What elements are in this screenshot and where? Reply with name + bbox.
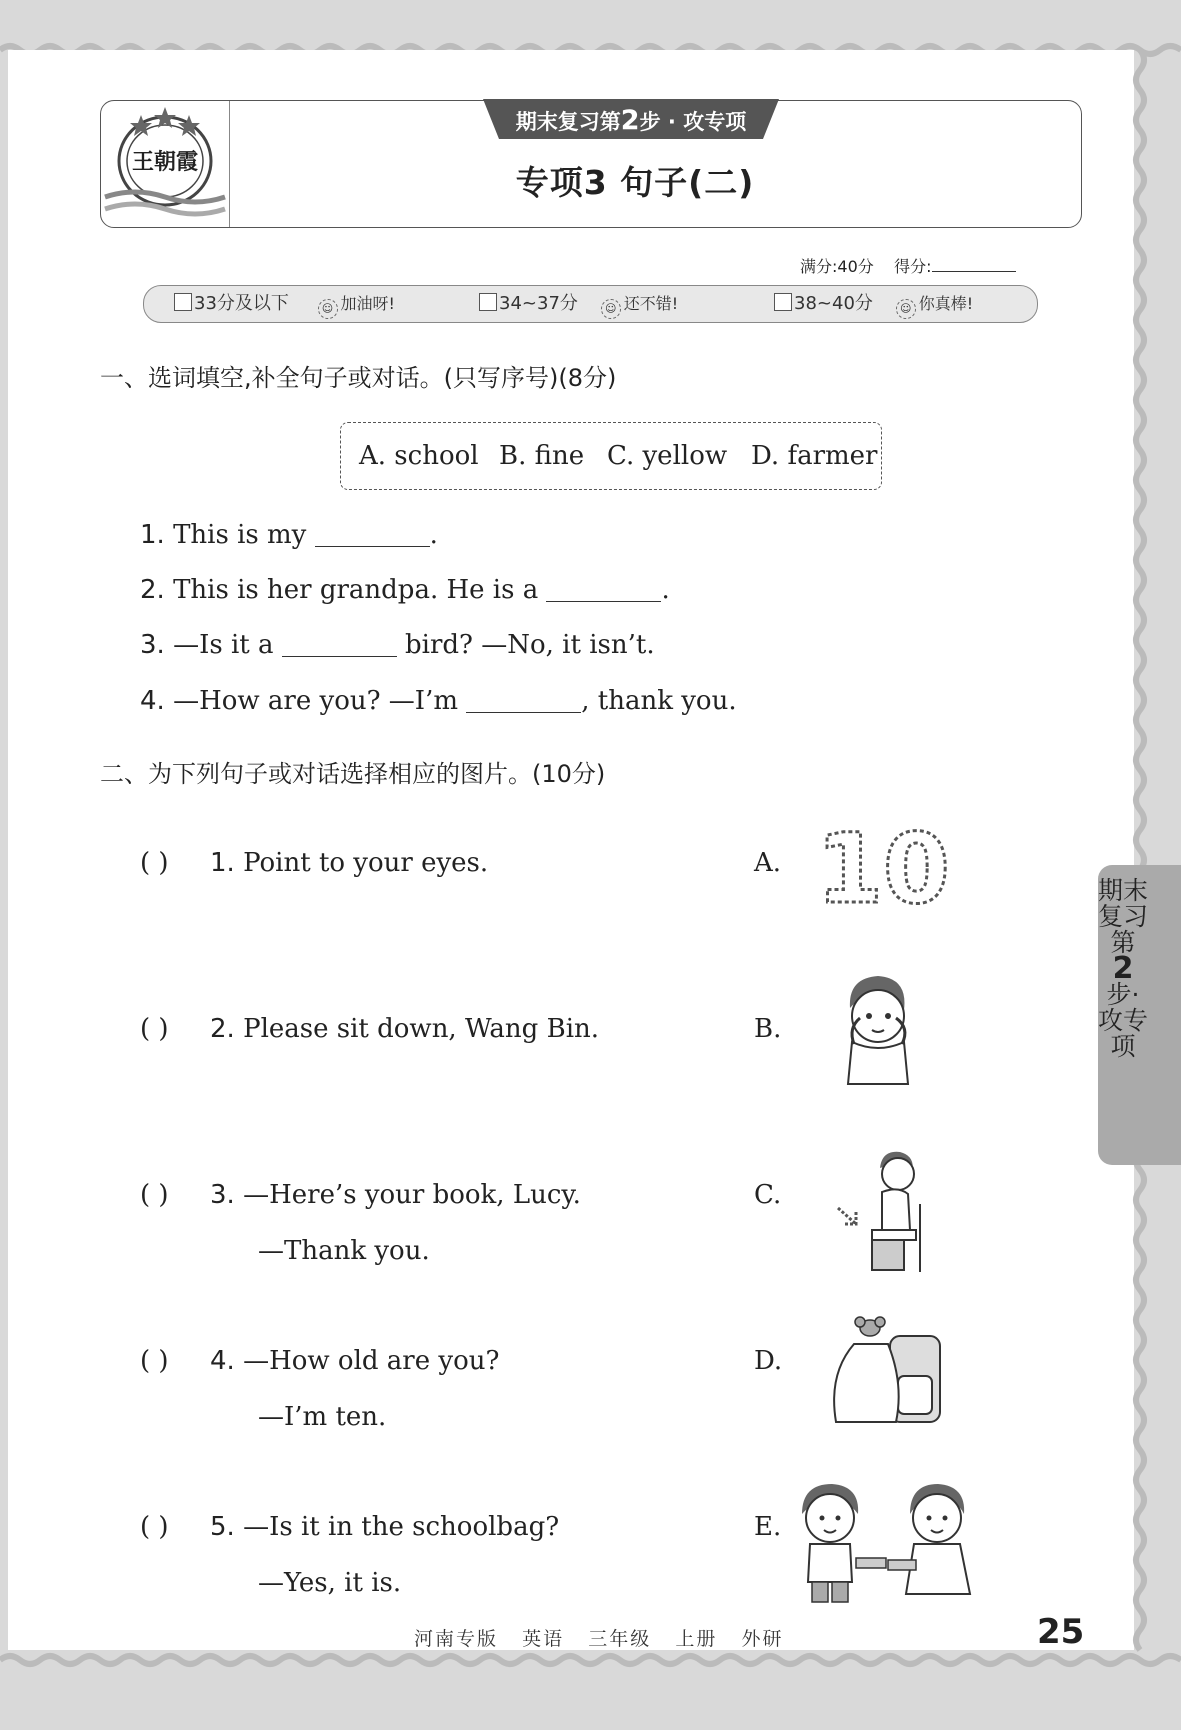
option-label-e: E. — [754, 1512, 782, 1542]
word-option: C. yellow — [607, 441, 728, 471]
footer-info: 河南专版 英语 三年级 上册 外研 — [414, 1628, 784, 1650]
face-icon: ☺ — [318, 299, 338, 319]
answer-blank[interactable] — [546, 575, 661, 602]
logo-emblem-icon — [101, 101, 229, 227]
answer-paren[interactable]: ( ) — [140, 1346, 169, 1376]
svg-text:王朝霞: 王朝霞 — [131, 149, 199, 175]
two-children-giving-book-picture — [790, 1480, 976, 1604]
fill-question-3: 3. —Is it a bird? —No, it isn’t. — [140, 630, 655, 660]
word-option: A. school — [359, 441, 479, 471]
checkbox[interactable] — [774, 293, 792, 311]
match-question-2: 2. Please sit down, Wang Bin. — [210, 1014, 600, 1044]
match-question-3-reply: —Thank you. — [258, 1236, 430, 1266]
score-line — [800, 254, 1016, 277]
grade-mid: 34~37分 ☺ 还不错! — [479, 286, 678, 322]
face-icon: ☺ — [601, 299, 621, 319]
section2-title: 二、为下列句子或对话选择相应的图片。(10分) — [100, 760, 606, 788]
checkbox[interactable] — [479, 293, 497, 311]
word-bank — [340, 422, 882, 490]
fill-question-2: 2. This is her grandpa. He is a . — [140, 575, 670, 605]
option-label-d: D. — [754, 1346, 783, 1376]
schoolbag-picture — [826, 1314, 944, 1426]
option-label-a: A. — [754, 848, 782, 878]
svg-text:10: 10 — [816, 813, 950, 925]
answer-blank[interactable] — [466, 686, 581, 713]
answer-paren[interactable]: ( ) — [140, 1014, 169, 1044]
match-question-5-reply: —Yes, it is. — [258, 1568, 402, 1598]
fill-question-1: 1. This is my . — [140, 520, 438, 550]
page-title: 专项3 句子(二) — [515, 163, 755, 202]
number-ten-picture — [816, 813, 950, 925]
fill-question-4: 4. —How are you? —I’m , thank you. — [140, 686, 737, 716]
section1-title: 一、选词填空,补全句子或对话。(只写序号)(8分) — [100, 364, 617, 392]
page-number: 25 — [1037, 1612, 1085, 1652]
boy-sitting-down-picture — [832, 1148, 928, 1274]
boy-pointing-eyes-picture — [838, 972, 918, 1086]
grade-low: 33分及以下 ☺ 加油呀! — [174, 286, 395, 322]
word-option: B. fine — [499, 441, 585, 471]
face-icon: ☺ — [896, 299, 916, 319]
side-tab-label: 期末复习第 2 步·攻专项 — [1098, 876, 1149, 1061]
match-question-5: 5. —Is it in the schoolbag? — [210, 1512, 560, 1542]
answer-paren[interactable]: ( ) — [140, 1180, 169, 1210]
full-score: 满分:40分 — [800, 257, 874, 276]
score-label: 得分: — [894, 257, 932, 276]
grade-bar — [143, 285, 1038, 323]
word-option: D. farmer — [751, 441, 878, 471]
option-label-b: B. — [754, 1014, 782, 1044]
answer-blank[interactable] — [315, 520, 430, 547]
banner-text: 期末复习第2步 · 攻专项 — [515, 105, 747, 136]
answer-paren[interactable]: ( ) — [140, 1512, 169, 1542]
match-question-4-reply: —I’m ten. — [258, 1402, 387, 1432]
score-blank[interactable] — [932, 271, 1016, 272]
wavy-border-right — [1120, 50, 1160, 1660]
header-box — [100, 100, 1082, 228]
answer-paren[interactable]: ( ) — [140, 848, 169, 878]
match-question-4: 4. —How old are you? — [210, 1346, 500, 1376]
match-question-1: 1. Point to your eyes. — [210, 848, 489, 878]
checkbox[interactable] — [174, 293, 192, 311]
option-label-c: C. — [754, 1180, 782, 1210]
answer-blank[interactable] — [282, 630, 397, 657]
logo — [101, 101, 230, 227]
match-question-3: 3. —Here’s your book, Lucy. — [210, 1180, 581, 1210]
grade-high: 38~40分 ☺ 你真棒! — [774, 286, 973, 322]
